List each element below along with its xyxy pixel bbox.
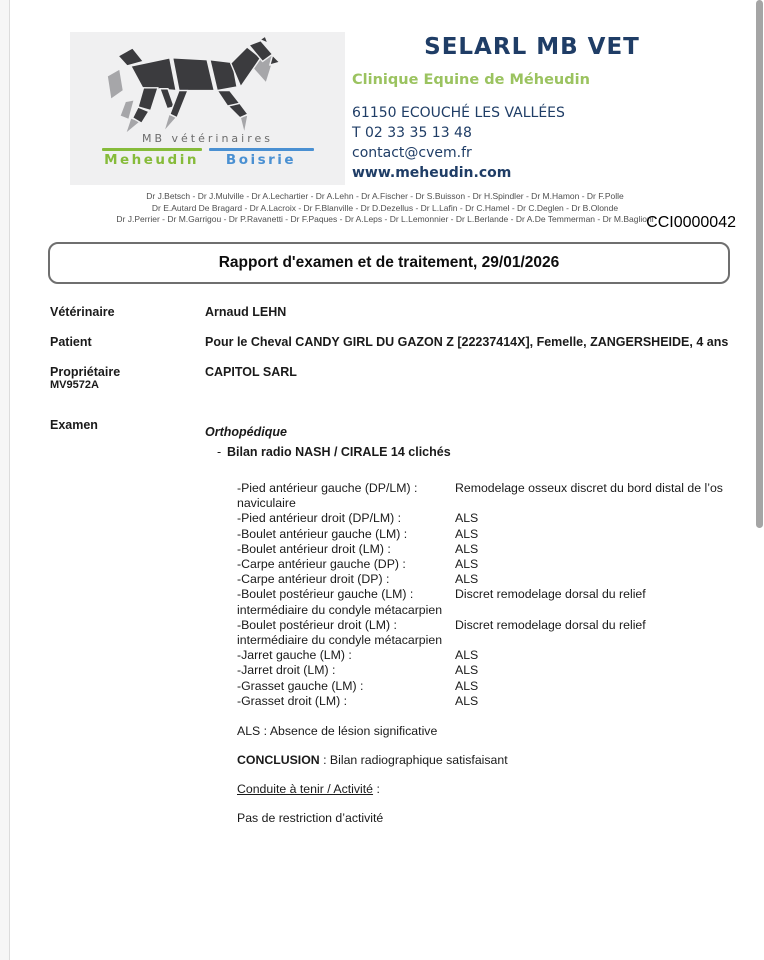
conclusion-line (237, 753, 723, 767)
radiograph-site: -Boulet postérieur droit (LM) : (237, 617, 397, 632)
radiograph-lines (237, 481, 723, 709)
radiograph-finding: ALS (455, 572, 479, 587)
radiograph-line (237, 663, 723, 678)
field-value: Pour le Cheval CANDY GIRL DU GAZON Z [22237414X], Femelle, ZANGERSHEIDE, 4 ans (205, 335, 729, 349)
activity-line: Pas de restriction d’activité (237, 811, 384, 826)
field-label-text: Propriétaire (50, 365, 121, 379)
field-label (50, 365, 205, 392)
radiograph-line-continuation: intermédiaire du condyle métacarpien (237, 633, 443, 648)
field-value: CAPITOL SARL (205, 365, 297, 379)
field-row-patient (50, 335, 736, 349)
field-value: Arnaud LEHN (205, 305, 287, 319)
field-label: Vétérinaire (50, 305, 115, 319)
radiograph-finding: ALS (455, 648, 479, 663)
radiograph-site: -Boulet postérieur gauche (LM) : (237, 587, 414, 602)
als-definition: ALS : Absence de lésion significative (237, 724, 438, 739)
radiograph-site: -Carpe antérieur droit (DP) : (237, 572, 390, 587)
radiograph-line (237, 511, 723, 526)
scrollbar-thumb[interactable] (756, 0, 763, 528)
doctors-line-3: Dr J.Perrier - Dr M.Garrigou - Dr P.Ravanetti - Dr F.Paques - Dr A.Leps - Dr L.Lemonnier - Dr L.Berlande - Dr A.De Temmerman - Dr M.Baglioni (116, 214, 654, 224)
radiograph-finding: ALS (455, 526, 479, 541)
viewer-page-left-edge (0, 0, 10, 960)
clinic-address: 61150 ECOUCHÉ LES VALLÉES (352, 105, 565, 121)
clinic-logo (70, 32, 345, 185)
radiograph-line (237, 679, 723, 694)
field-label: Patient (50, 335, 92, 349)
radiograph-finding: ALS (455, 557, 479, 572)
clinic-contact-block (352, 34, 712, 183)
radiograph-line (237, 527, 723, 542)
radiograph-site: -Boulet antérieur gauche (LM) : (237, 526, 408, 541)
document-reference-number: CCI0000042 (646, 214, 736, 231)
radiograph-finding: Discret remodelage dorsal du relief (455, 617, 646, 632)
conclusion-text: : Bilan radiographique satisfaisant (319, 753, 508, 768)
conduite-suffix: : (373, 782, 380, 797)
radiograph-line (237, 648, 723, 663)
report-title: Rapport d'examen et de traitement, 29/01/2026 (218, 254, 560, 271)
exam-category: Orthopédique (205, 425, 287, 439)
radiograph-finding: ALS (455, 678, 479, 693)
field-label-sub-code: MV9572A (50, 379, 99, 391)
radiograph-finding: ALS (455, 693, 479, 708)
radiograph-line-continuation: intermédiaire du condyle métacarpien (237, 602, 443, 617)
logo-green-bar (102, 148, 202, 151)
logo-underline-bars (102, 148, 314, 151)
exam-section (50, 418, 736, 825)
radiograph-site: -Jarret gauche (LM) : (237, 648, 352, 663)
clinic-name: Clinique Equine de Méheudin (352, 72, 590, 88)
radiograph-line (237, 694, 723, 709)
radiograph-site: -Grasset gauche (LM) : (237, 678, 364, 693)
conclusion-label: CONCLUSION (237, 753, 320, 768)
logo-mb-veterinaires-text: MB vétérinaires (141, 132, 274, 145)
clinic-company-name: SELARL MB VET (424, 34, 640, 60)
report-body (50, 305, 736, 825)
radiograph-line (237, 618, 723, 633)
bullet-text: Bilan radio NASH / CIRALE 14 clichés (227, 445, 451, 459)
doctors-list (20, 191, 750, 226)
radiograph-site: -Carpe antérieur gauche (DP) : (237, 557, 406, 572)
radiograph-line (237, 557, 723, 572)
logo-name-meheudin: Meheudin (104, 152, 199, 168)
radiograph-finding: ALS (455, 511, 479, 526)
report-title-box (48, 242, 730, 284)
radiograph-site: -Boulet antérieur droit (LM) : (237, 541, 391, 556)
radiograph-finding: Discret remodelage dorsal du relief (455, 587, 646, 602)
radiograph-finding: ALS (455, 541, 479, 556)
radiograph-finding: ALS (455, 663, 479, 678)
conduite-line (237, 782, 723, 796)
field-row-proprietaire (50, 365, 736, 392)
radiograph-finding: Remodelage osseux discret du bord distal de l’os (455, 481, 723, 495)
logo-blue-bar (209, 148, 314, 151)
clinic-phone: T 02 33 35 13 48 (352, 125, 472, 141)
exam-content (205, 418, 723, 825)
radiograph-line-continuation: naviculaire (237, 496, 296, 511)
origami-horse-icon (82, 36, 334, 136)
radiograph-site: -Jarret droit (LM) : (237, 663, 336, 678)
doctors-line-2: Dr E.Autard De Bragard - Dr A.Lacroix - Dr F.Blanville - Dr D.Dezellus - Dr L.Lafin - Dr C.Hamel - Dr C.Deglen - Dr B.Olonde (151, 202, 619, 213)
logo-name-boisrie: Boisrie (225, 152, 297, 168)
radiograph-line (237, 542, 723, 557)
clinic-email: contact@cvem.fr (352, 145, 472, 161)
bullet-dash: - (217, 445, 222, 459)
radiograph-site: -Pied antérieur droit (DP/LM) : (237, 511, 402, 526)
radiograph-line (237, 587, 723, 602)
field-row-veterinaire (50, 305, 736, 319)
exam-label: Examen (50, 418, 98, 432)
exam-bullet-item (205, 445, 723, 459)
radiograph-line (237, 572, 723, 587)
radiograph-site: -Grasset droit (LM) : (237, 693, 348, 708)
radiograph-site: -Pied antérieur gauche (DP/LM) : (237, 481, 418, 495)
doctors-line-1: Dr J.Betsch - Dr J.Mulville - Dr A.Lechartier - Dr A.Lehn - Dr A.Fischer - Dr S.Buisson - Dr H.Spindler - Dr M.Hamon - Dr F.Polle (146, 191, 624, 201)
radiograph-line (237, 481, 723, 496)
clinic-website: www.meheudin.com (352, 165, 512, 181)
conduite-underlined: Conduite à tenir / Activité (237, 782, 374, 797)
